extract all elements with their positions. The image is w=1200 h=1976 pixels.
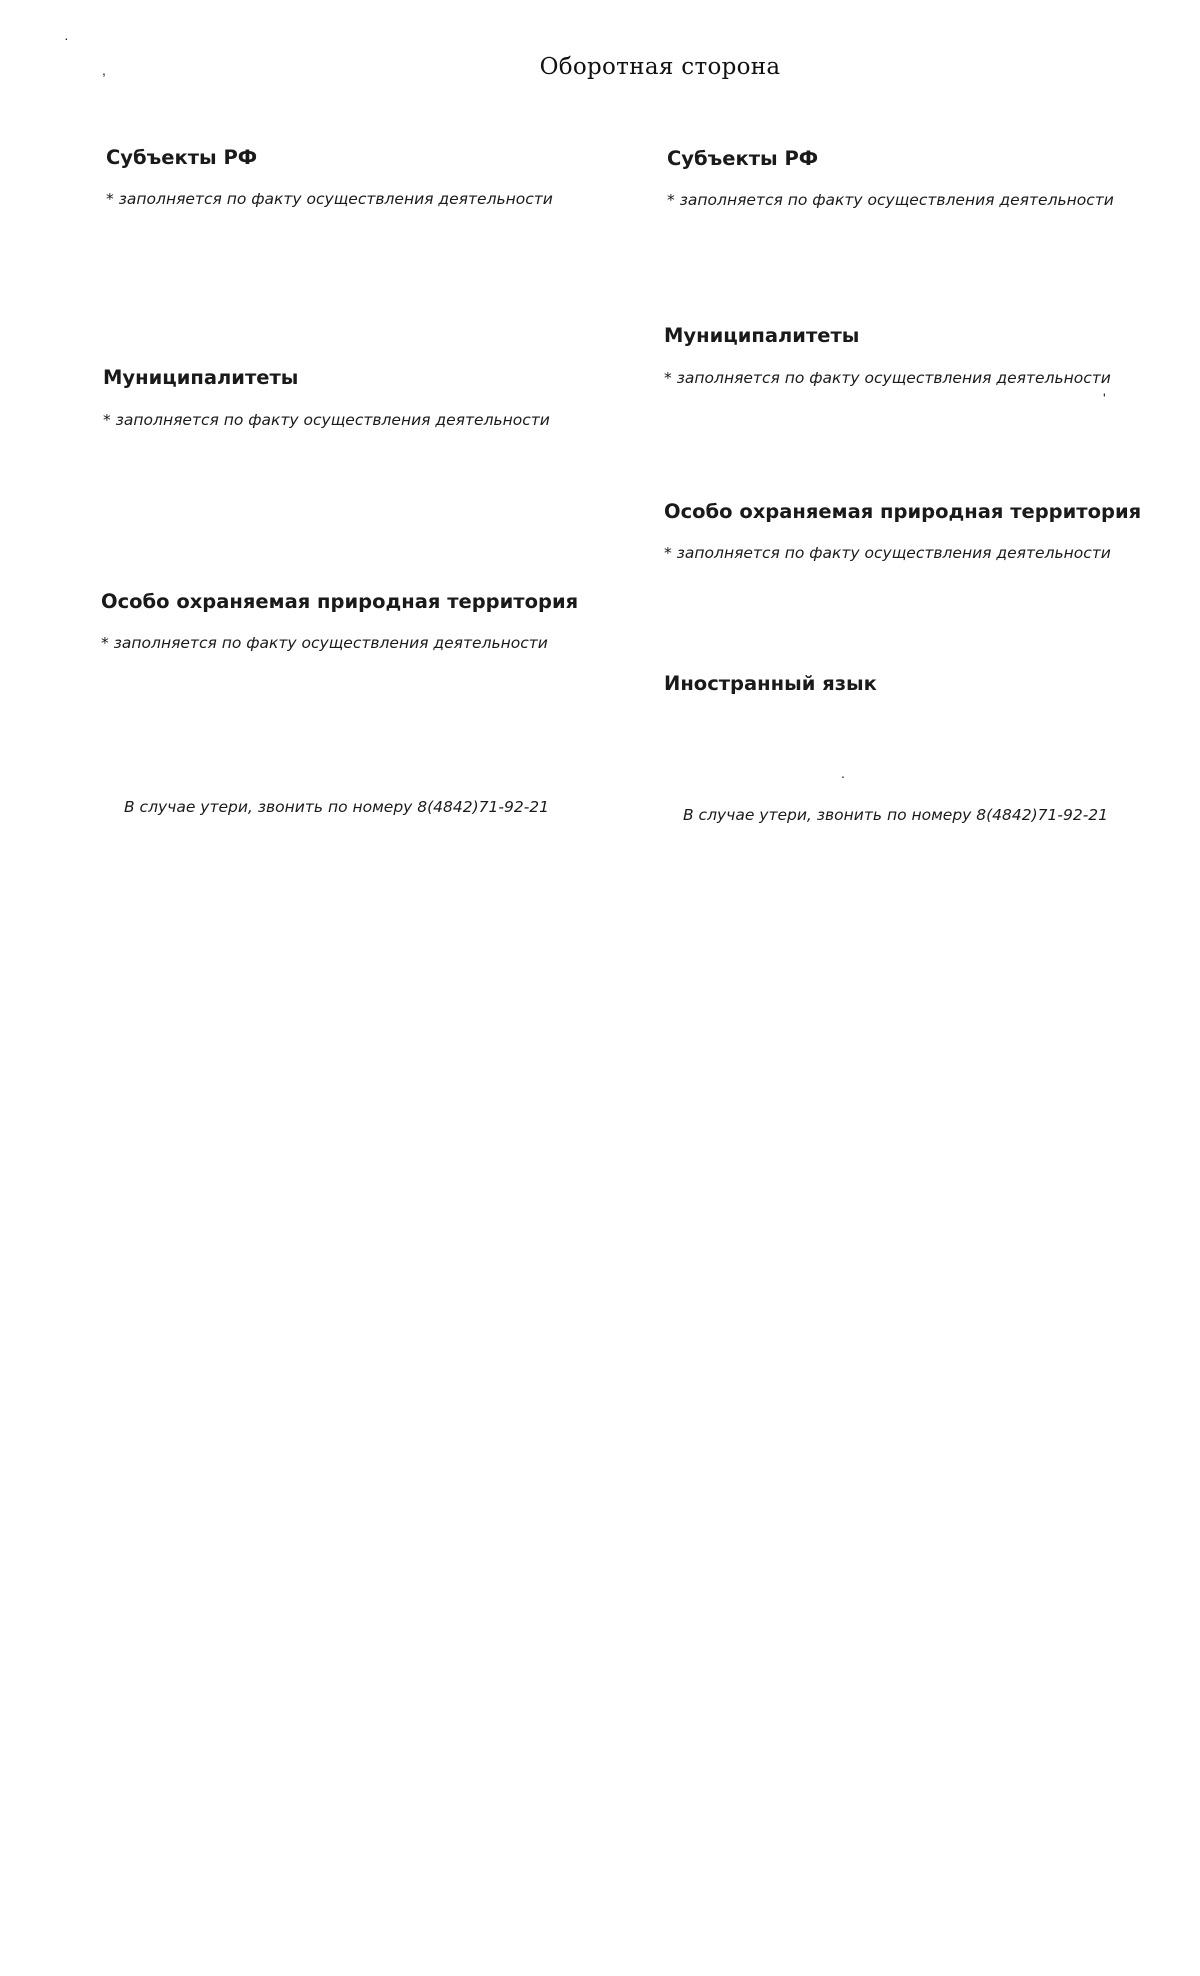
- left-protected-area-heading: Особо охраняемая природная территория: [101, 590, 579, 613]
- left-footer-contact: В случае утери, звонить по номеру 8(4842)71-92-21: [124, 798, 550, 816]
- right-footer-contact: В случае утери, звонить по номеру 8(4842)71-92-21: [683, 806, 1109, 824]
- right-municipalities-note: * заполняется по факту осуществления деятельности: [664, 369, 1111, 387]
- page-title: Оборотная сторона: [539, 54, 781, 80]
- left-subjects-note: * заполняется по факту осуществления деятельности: [106, 190, 553, 208]
- right-protected-area-note: * заполняется по факту осуществления деятельности: [664, 544, 1111, 562]
- left-municipalities-heading: Муниципалитеты: [103, 366, 299, 389]
- right-municipalities-heading: Муниципалитеты: [664, 324, 860, 347]
- left-subjects-heading: Субъекты РФ: [106, 146, 258, 169]
- scan-speck: ·: [64, 30, 69, 46]
- right-subjects-heading: Субъекты РФ: [667, 147, 819, 170]
- right-subjects-note: * заполняется по факту осуществления деятельности: [667, 191, 1114, 209]
- left-protected-area-note: * заполняется по факту осуществления деятельности: [101, 634, 548, 652]
- right-foreign-language-heading: Иностранный язык: [664, 672, 877, 695]
- right-protected-area-heading: Особо охраняемая природная территория: [664, 500, 1142, 523]
- left-municipalities-note: * заполняется по факту осуществления деятельности: [103, 411, 550, 429]
- scan-speck: .: [841, 765, 845, 781]
- scan-speck: ': [1103, 390, 1106, 406]
- scan-speck: ,: [102, 62, 106, 78]
